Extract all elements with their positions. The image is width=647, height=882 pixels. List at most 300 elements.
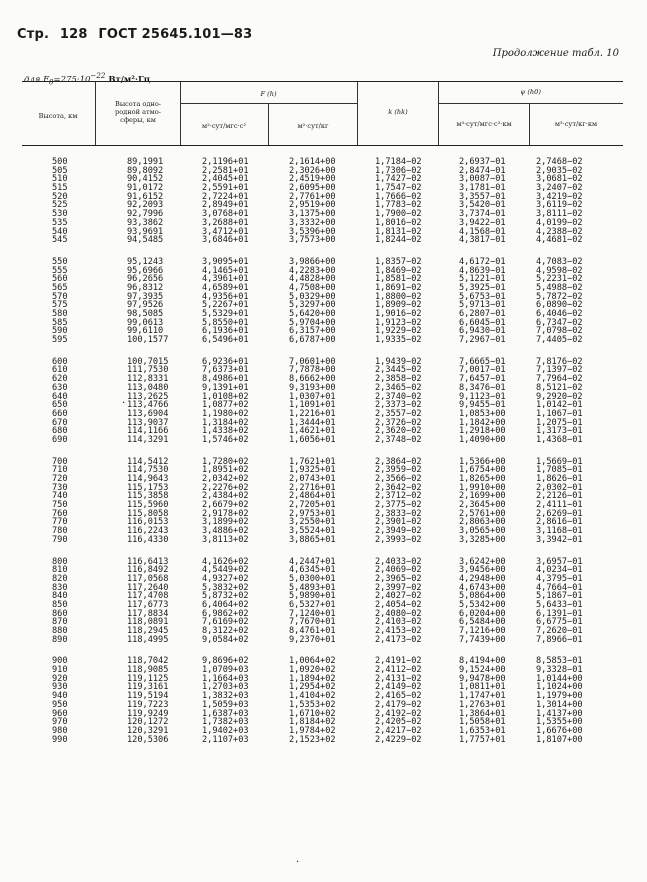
header-psi-si: м³·сут/кг·км: [554, 120, 598, 128]
group-gap: [52, 345, 68, 358]
table-cell: 2,4153−02: [375, 626, 422, 636]
table-cell: 119,1125: [127, 673, 169, 684]
table-cell: 2,3864−02: [375, 456, 422, 467]
table-cell: 1,9325+01: [289, 465, 336, 476]
col-divider: [95, 82, 96, 145]
table-cell: 7,4405−02: [536, 335, 583, 346]
table-cell: 2,4131−02: [375, 673, 422, 684]
table-cell: 7,2620−01: [536, 626, 583, 636]
table-cell: 3,5396+00: [289, 226, 336, 237]
table-cell: 1,2954+02: [289, 682, 336, 693]
table-cell: 113,0480: [127, 382, 169, 393]
table-cell: 89,1991: [127, 157, 164, 167]
table-cell: 6,0204+00: [459, 608, 506, 619]
table-cell: 6,7347−02: [536, 317, 583, 328]
table-cell: 840: [52, 591, 68, 602]
table-cell: 830: [52, 582, 68, 593]
table-cell: 96,8312: [127, 282, 164, 293]
table-cell: 1,7306−02: [375, 165, 422, 176]
table-cell: 6,9862+02: [202, 608, 249, 619]
table-cell: 540: [52, 226, 68, 237]
table-cell: 113,2625: [127, 391, 169, 402]
table-cell: 7,7439+00: [459, 634, 506, 645]
table-cell: 115,1753: [127, 482, 169, 493]
table-cell: 1,2918+00: [459, 426, 506, 437]
table-cell: 9,1123−01: [459, 391, 506, 402]
table-cell: 1,9123−02: [375, 317, 422, 328]
group-gap: [289, 445, 336, 458]
table-cell: 520: [52, 191, 68, 202]
table-cell: 119,9249: [127, 708, 169, 719]
table-cell: 1,8107+00: [536, 734, 583, 745]
table-cell: 630: [52, 382, 68, 393]
table-cell: 670: [52, 417, 68, 428]
table-cell: 3,0768+01: [202, 209, 249, 220]
table-cell: 1,7621+01: [289, 456, 336, 467]
table-cell: 2,4192−02: [375, 708, 422, 719]
table-cell: 9,2370+01: [289, 634, 336, 645]
table-cell: 2,7761+00: [289, 191, 336, 202]
group-gap: [52, 245, 68, 258]
table-cell: 2,4045+01: [202, 174, 249, 185]
table-cell: 4,2447+01: [289, 556, 336, 567]
table-cell: 1,7382+03: [202, 717, 249, 728]
table-cell: 1,1091+01: [289, 400, 336, 411]
table-cell: 3,4219−02: [536, 191, 583, 202]
table-cell: 5,1221−01: [459, 274, 506, 285]
table-cell: 890: [52, 634, 68, 645]
table-cell: 9,9455−01: [459, 400, 506, 411]
group-gap: [459, 545, 506, 558]
header-F-cgs: м²·сут/мгс·с²: [201, 122, 247, 130]
table-cell: 2,9035−02: [536, 165, 583, 176]
header-F-si: м²·сут/кг: [297, 122, 329, 130]
table-cell: 3,8865+01: [289, 534, 336, 545]
table-cell: 790: [52, 534, 68, 545]
table-cell: 2,8063+00: [459, 517, 506, 528]
table-cell: 9,3193+00: [289, 382, 336, 393]
table-cell: 9,3328−01: [536, 665, 583, 676]
table-cell: 8,3122+02: [202, 626, 249, 636]
table-cell: 2,1196+01: [202, 157, 249, 167]
table-cell: 8,4194+00: [459, 656, 506, 667]
table-cell: 4,5449+02: [202, 565, 249, 576]
table-cell: 3,4886+02: [202, 526, 249, 537]
table-cell: 1,7184−02: [375, 157, 422, 167]
table-cell: 2,4069−02: [375, 565, 422, 576]
table-cell: 7,7878+00: [289, 365, 336, 376]
table-cell: 7,0017−01: [459, 365, 506, 376]
table-cell: 800: [52, 556, 68, 567]
table-cell: 2,7205+01: [289, 500, 336, 511]
table-cell: 5,2267+01: [202, 300, 249, 311]
table-cell: 6,5327+01: [289, 599, 336, 610]
table-cell: 113,4766: [127, 400, 169, 411]
table-cell: 515: [52, 183, 68, 194]
table-cell: 9,1391+01: [202, 382, 249, 393]
table-cell: 2,3833−02: [375, 508, 422, 519]
row-divider: [180, 103, 357, 104]
table-cell: 7,0798−02: [536, 326, 583, 337]
table-cell: 1,0307+01: [289, 391, 336, 402]
group-gap: [289, 245, 336, 258]
table-cell: 4,7508+00: [289, 282, 336, 293]
table-cell: 850: [52, 599, 68, 610]
table-cell: 3,2550+01: [289, 517, 336, 528]
table-cell: 780: [52, 526, 68, 537]
table-cell: 6,1391−01: [536, 608, 583, 619]
table-cell: 8,3476−01: [459, 382, 506, 393]
table-cell: 2,6269−01: [536, 508, 583, 519]
table-cell: 1,4137+00: [536, 708, 583, 719]
group-gap: [127, 245, 168, 258]
table-cell: 2,4111−01: [536, 500, 583, 511]
table-cell: 880: [52, 626, 68, 636]
group-gap: [289, 345, 336, 358]
table-cell: 1,2703+03: [202, 682, 249, 693]
table-cell: 91,6152: [127, 191, 164, 202]
print-speck: ·: [296, 857, 300, 868]
table-cell: 118,9085: [127, 665, 169, 676]
table-cell: 2,8474−01: [459, 165, 506, 176]
table-cell: 1,9016−02: [375, 309, 422, 319]
table-cell: 2,1107+03: [202, 734, 249, 745]
table-cell: 114,1166: [127, 426, 169, 437]
table-cell: 4,2283+00: [289, 265, 336, 276]
table-cell: 5,9890+01: [289, 591, 336, 602]
table-cell: 116,2243: [127, 526, 169, 537]
table-cell: 610: [52, 365, 68, 376]
table-cell: 8,6662+00: [289, 374, 336, 385]
header-k: k (hk): [388, 108, 408, 116]
group-gap: [52, 445, 68, 458]
table-cell: 1,8951+02: [202, 465, 249, 476]
table-cell: 1,9402+03: [202, 725, 249, 736]
table-cell: 4,4681−02: [536, 235, 583, 246]
table-cell: 1,0811+01: [459, 682, 506, 693]
table-cell: 4,1626+02: [202, 556, 249, 567]
cond-prefix: для F: [24, 74, 50, 85]
table-cell: 1,8244−02: [375, 235, 422, 246]
table-cell: 4,0199−02: [536, 217, 583, 228]
table-cell: 2,0302−01: [536, 482, 583, 493]
table-cell: 1,0709+03: [202, 665, 249, 676]
table-cell: 1,8184+02: [289, 717, 336, 728]
table-cell: 6,6787+00: [289, 335, 336, 346]
table-cell: 1,5353+02: [289, 699, 336, 710]
table-cell: 5,3297+00: [289, 300, 336, 311]
table-cell: 1,3832+03: [202, 691, 249, 702]
table-cell: 2,4027−02: [375, 591, 422, 602]
table-cell: 2,4173−02: [375, 634, 422, 645]
table-cell: 111,7530: [127, 365, 169, 376]
group-gap: [375, 545, 422, 558]
table-cell: 95,6966: [127, 265, 164, 276]
table-cell: 120,5306: [127, 734, 169, 745]
table-cell: 119,7223: [127, 699, 169, 710]
table-cell: 8,5853−01: [536, 656, 583, 667]
table-cell: 2,1614+00: [289, 157, 336, 167]
table-cell: 720: [52, 474, 68, 484]
table-cell: 8,4761+01: [289, 626, 336, 636]
table-cell: 565: [52, 282, 68, 293]
table-cell: 910: [52, 665, 68, 676]
table-cell: 114,7530: [127, 465, 169, 476]
standard-number: ГОСТ 25645.101—83: [98, 27, 253, 42]
table-cell: 2,3642−02: [375, 482, 422, 493]
table-cell: 980: [52, 725, 68, 736]
column-F-si: [289, 158, 336, 744]
table-cell: 1,0853+00: [459, 408, 506, 419]
table-cell: 2,2126−01: [536, 491, 583, 502]
table-cell: 1,8131−02: [375, 226, 422, 237]
table-cell: 2,3959−02: [375, 465, 422, 476]
table-cell: 730: [52, 482, 68, 493]
table-cell: 3,7374−01: [459, 209, 506, 220]
table-cell: 2,3645+00: [459, 500, 506, 511]
table-cell: 740: [52, 491, 68, 502]
table-cell: 7,8176−02: [536, 356, 583, 367]
table-cell: 3,3332+00: [289, 217, 336, 228]
table-cell: 550: [52, 256, 68, 267]
table-cell: 117,0568: [127, 573, 169, 584]
table-cell: 1,8357−02: [375, 256, 422, 267]
table-cell: 6,5484+00: [459, 617, 506, 628]
table-cell: 4,1568−01: [459, 226, 506, 237]
table-cell: 115,8058: [127, 508, 169, 519]
table-cell: 1,5059+03: [202, 699, 249, 710]
table-cell: 2,6679+02: [202, 500, 249, 511]
table-cell: 3,6119−02: [536, 200, 583, 211]
table-cell: 1,0920+02: [289, 665, 336, 676]
table-cell: 3,0565+00: [459, 526, 506, 537]
table-cell: 7,7670+01: [289, 617, 336, 628]
column-psi-cgs: [459, 158, 506, 744]
table-cell: 1,3184+02: [202, 417, 249, 428]
table-cell: 650: [52, 400, 68, 411]
table-cell: 860: [52, 608, 68, 619]
table-cell: 5,8732+02: [202, 591, 249, 602]
table-cell: 545: [52, 235, 68, 246]
table-cell: 117,2640: [127, 582, 169, 593]
table-cell: 97,9526: [127, 300, 164, 311]
table-cell: 7,0601+00: [289, 356, 336, 367]
table-cell: 700: [52, 456, 68, 467]
table-cell: 9,1524+00: [459, 665, 506, 676]
table-cell: 2,4054−02: [375, 599, 422, 610]
table-cell: 3,6242+00: [459, 556, 506, 567]
table-cell: 4,2948+00: [459, 573, 506, 584]
table-cell: 2,8616−01: [536, 517, 583, 528]
table-cell: 3,1781−01: [459, 183, 506, 194]
column-altitude: [52, 158, 68, 744]
table-cell: 5,3832+02: [202, 582, 249, 593]
table-cell: 1,2216+01: [289, 408, 336, 419]
table-cell: 5,7872−02: [536, 291, 583, 302]
page-label: Стр.: [17, 27, 50, 42]
table-cell: 600: [52, 356, 68, 367]
table-cell: 870: [52, 617, 68, 628]
table-cell: 2,3775−02: [375, 500, 422, 511]
table-cell: 113,6904: [127, 408, 169, 419]
table-cell: 5,6753−01: [459, 291, 506, 302]
table-cell: 7,6373+01: [202, 365, 249, 376]
table-cell: 2,4864+01: [289, 491, 336, 502]
table-cell: 3,8111−02: [536, 209, 583, 220]
table-cell: 6,5496+01: [202, 335, 249, 346]
table-cell: 2,4080−02: [375, 608, 422, 619]
table-cell: 2,3557−02: [375, 408, 422, 419]
table-cell: 1,8581−02: [375, 274, 422, 285]
table-cell: 1,7547−02: [375, 183, 422, 194]
group-gap: [127, 545, 168, 558]
table-cell: 4,2388−02: [536, 226, 583, 237]
table-cell: 3,6846+01: [202, 235, 249, 246]
table-cell: 2,3949−02: [375, 526, 422, 537]
table-cell: 115,5960: [127, 500, 169, 511]
table-cell: 1,9335−02: [375, 335, 422, 346]
table-cell: 6,4046−02: [536, 309, 583, 319]
table-cell: 2,4519+00: [289, 174, 336, 185]
table-cell: 1,8800−02: [375, 291, 422, 302]
cond-exp: −22: [90, 71, 106, 80]
table-cell: 1,6387+03: [202, 708, 249, 719]
cond-value: =275·10: [53, 74, 91, 85]
table-cell: 2,3993−02: [375, 534, 422, 545]
table-header: [22, 81, 623, 146]
table-cell: 5,0329+00: [289, 291, 336, 302]
table-cell: 118,4995: [127, 634, 169, 645]
table-cell: 3,9866+00: [289, 256, 336, 267]
table-cell: 4,4828+00: [289, 274, 336, 285]
header-F: F (h): [260, 90, 277, 98]
table-cell: 96,2656: [127, 274, 164, 285]
table-cell: 118,0891: [127, 617, 169, 628]
table-cell: 1,8909−02: [375, 300, 422, 311]
table-cell: 1,6754+00: [459, 465, 506, 476]
table-cell: 89,8092: [127, 165, 164, 176]
table-cell: 2,4191−02: [375, 656, 422, 667]
table-cell: 3,9422−01: [459, 217, 506, 228]
table-cell: 4,0234−01: [536, 565, 583, 576]
table-cell: 2,0342+02: [202, 474, 249, 484]
table-cell: 4,1465+01: [202, 265, 249, 276]
table-cell: 113,9037: [127, 417, 169, 428]
table-cell: 5,6433−01: [536, 599, 583, 610]
table-cell: 505: [52, 165, 68, 176]
table-cell: 2,6095+00: [289, 183, 336, 194]
table-cell: 116,6413: [127, 556, 169, 567]
table-cell: 500: [52, 157, 68, 167]
table-cell: 1,5366+00: [459, 456, 506, 467]
table-cell: 114,9643: [127, 474, 169, 484]
group-gap: [536, 245, 583, 258]
table-cell: 1,9784+02: [289, 725, 336, 736]
table-cell: 3,9456+00: [459, 565, 506, 576]
table-cell: 2,4384+02: [202, 491, 249, 502]
table-cell: 7,2967−01: [459, 335, 506, 346]
table-cell: 1,1664+03: [202, 673, 249, 684]
table-cell: 1,8469−02: [375, 265, 422, 276]
table-cell: 119,5194: [127, 691, 169, 702]
table-cell: 3,2407−02: [536, 183, 583, 194]
table-cell: 1,7280+02: [202, 456, 249, 467]
header-altitude: Высота, км: [38, 112, 78, 120]
table-cell: 620: [52, 374, 68, 385]
table-cell: 1,6710+02: [289, 708, 336, 719]
table-cell: 2,3465−02: [375, 382, 422, 393]
table-cell: 555: [52, 265, 68, 276]
table-cell: 535: [52, 217, 68, 228]
table-cell: 5,3925−01: [459, 282, 506, 293]
cond-sub: 0: [49, 77, 54, 87]
table-cell: 6,0890−02: [536, 300, 583, 311]
table-cell: 8,4986+01: [202, 374, 249, 385]
column-F-cgs: [202, 158, 249, 744]
table-cell: 6,3157+00: [289, 326, 336, 337]
group-gap: [375, 245, 422, 258]
table-cell: 2,9178+02: [202, 508, 249, 519]
table-cell: 570: [52, 291, 68, 302]
table-cell: 5,8550+01: [202, 317, 249, 328]
table-cell: 2,1523+02: [289, 734, 336, 745]
table-cell: 3,3285+00: [459, 534, 506, 545]
table-cell: 9,2920−02: [536, 391, 583, 402]
table-cell: 7,1216+00: [459, 626, 506, 636]
table-cell: 1,2763+01: [459, 699, 506, 710]
table-cell: 6,2807−01: [459, 309, 506, 319]
table-cell: 1,7427−02: [375, 174, 422, 185]
table-cell: 4,7664−01: [536, 582, 583, 593]
table-continuation: Продолжение табл. 10: [492, 48, 619, 59]
table-cell: 6,6045−01: [459, 317, 506, 328]
table-cell: 117,6773: [127, 599, 169, 610]
table-cell: 2,4165−02: [375, 691, 422, 702]
group-gap: [375, 345, 422, 358]
table-cell: 2,5591+01: [202, 183, 249, 194]
table-cell: 1,0142−01: [536, 400, 583, 411]
table-cell: 114,3291: [127, 434, 169, 445]
table-cell: 2,2581+01: [202, 165, 249, 176]
table-cell: 810: [52, 565, 68, 576]
table-cell: 5,5342+00: [459, 599, 506, 610]
table-cell: 6,9430−01: [459, 326, 506, 337]
table-cell: 3,5524+01: [289, 526, 336, 537]
group-gap: [202, 345, 249, 358]
table-cell: 2,3965−02: [375, 573, 422, 584]
table-cell: 8,5121−02: [536, 382, 583, 393]
table-cell: 1,9439−02: [375, 356, 422, 367]
table-cell: 990: [52, 734, 68, 745]
table-cell: 1,5058+01: [459, 717, 506, 728]
table-cell: 2,3726−02: [375, 417, 422, 428]
table-cell: 1,9229−02: [375, 326, 422, 337]
table-cell: 3,7573+00: [289, 235, 336, 246]
table-cell: 118,7042: [127, 656, 169, 667]
table-cell: 2,4112−02: [375, 665, 422, 676]
table-cell: 5,9704+00: [289, 317, 336, 328]
table-cell: 1,6056+01: [289, 434, 336, 445]
table-cell: 114,5412: [127, 456, 169, 467]
table-cell: 970: [52, 717, 68, 728]
table-cell: 4,6589+01: [202, 282, 249, 293]
table-cell: 2,3026+00: [289, 165, 336, 176]
table-cell: 1,0144+00: [536, 673, 583, 684]
table-cell: 6,6775−01: [536, 617, 583, 628]
table-cell: 5,2231−02: [536, 274, 583, 285]
table-cell: 92,7996: [127, 209, 164, 220]
table-cell: 1,1067−01: [536, 408, 583, 419]
